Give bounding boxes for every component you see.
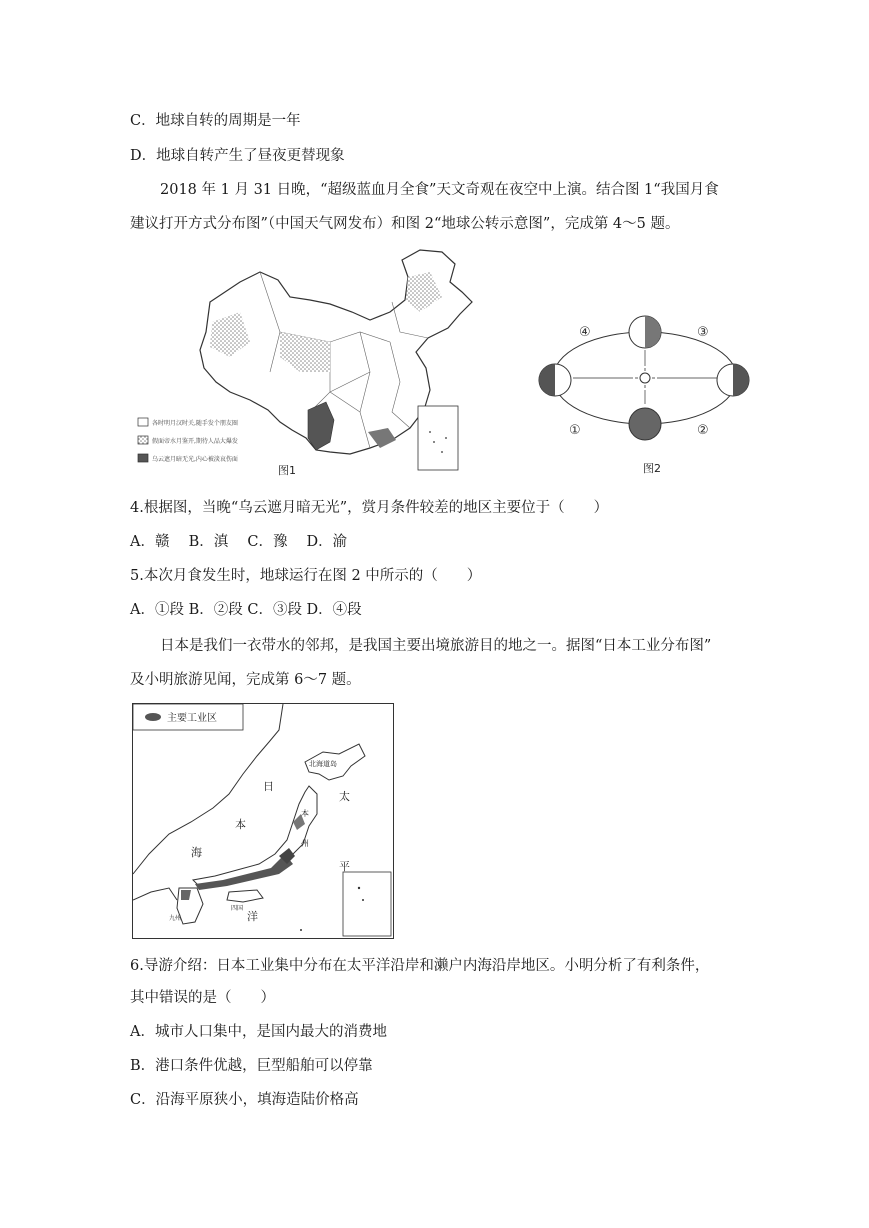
- figure-2-caption: 图2: [643, 462, 661, 475]
- label-honshu-ben: 本: [301, 809, 309, 818]
- intro-4-5-line2: 建议打开方式分布图”（中国天气网发布）和图 2“地球公转示意图”，完成第 4～5 题。: [130, 216, 680, 232]
- intro-4-5-line1: 2018 年 1 月 31 日晚，“超级蓝血月全食”天文奇观在夜空中上演。结合图 1“我国月食: [160, 182, 719, 198]
- option-6b: B．港口条件优越，巨型船舶可以停靠: [130, 1058, 373, 1074]
- figure-1-caption: 图1: [278, 464, 296, 477]
- question-6-line1: 6.导游介绍：日本工业集中分布在太平洋沿岸和濑户内海沿岸地区。小明分析了有利条件，: [130, 958, 710, 974]
- intro-6-7-line2: 及小明旅游见闻，完成第 6～7 题。: [130, 672, 361, 688]
- segment-3-label: ③: [697, 325, 709, 340]
- option-6a: A．城市人口集中，是国内最大的消费地: [130, 1024, 387, 1040]
- option-3d: D．地球自转产生了昼夜更替现象: [130, 148, 345, 164]
- question-5: 5.本次月食发生时，地球运行在图 2 中所示的（ ）: [130, 568, 482, 584]
- label-ri: 日: [263, 780, 274, 793]
- legend-item-2: 假面帝水月鉴开,期待人品大爆发: [152, 438, 238, 445]
- figure-1-legend: [138, 418, 238, 463]
- legend-item-1: 各时明月汉时关,随手发个朋友圈: [152, 420, 238, 427]
- label-ping: 平: [339, 860, 350, 873]
- question-5-options: A．①段 B．②段 C．③段 D．④段: [130, 602, 362, 618]
- label-hai: 海: [191, 846, 202, 859]
- question-6-line2: 其中错误的是（ ）: [130, 990, 275, 1006]
- option-3c: C．地球自转的周期是一年: [130, 113, 301, 129]
- label-honshu-zhou: 州: [301, 839, 309, 848]
- label-kyushu: 九州: [169, 915, 182, 922]
- japan-industry-map: [132, 703, 394, 939]
- label-hokkaido: 北海道岛: [309, 760, 337, 768]
- segment-1-label: ①: [569, 423, 581, 438]
- figure-2-revolution: [535, 300, 755, 480]
- question-4: 4.根据图，当晚“乌云遮月暗无光”，赏月条件较差的地区主要位于（ ）: [130, 500, 609, 516]
- intro-6-7-line1: 日本是我们一衣带水的邻邦，是我国主要出境旅游目的地之一。据图“日本工业分布图”: [160, 638, 712, 654]
- label-tai: 太: [339, 790, 350, 803]
- segment-4-label: ④: [579, 325, 591, 340]
- label-ben-sea: 本: [235, 818, 246, 831]
- option-6c: C．沿海平原狭小，填海造陆价格高: [130, 1092, 359, 1108]
- segment-2-label: ②: [697, 423, 709, 438]
- question-4-options: A．赣 B．滇 C．豫 D．渝: [130, 534, 348, 550]
- label-yang: 洋: [247, 910, 258, 923]
- map-legend-label: 主要工业区: [167, 713, 217, 724]
- figure-1-china-map: [130, 242, 530, 480]
- legend-item-3: 乌云遮月暗无光,内心被淡哀伤面: [152, 456, 238, 463]
- label-shikoku: 四国: [231, 905, 244, 912]
